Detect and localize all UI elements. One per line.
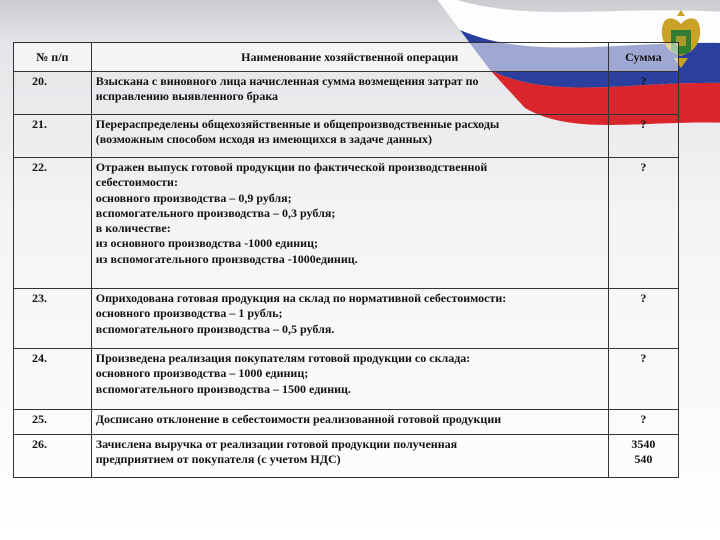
operation-description [91,115,608,158]
description-line: Оприходована готовая продукция на склад по нормативной себестоимости: [95,291,507,305]
table-row [14,72,679,115]
operation-sum [608,115,678,158]
sum-value: ? [640,74,647,88]
operation-sum [608,349,678,410]
operation-description [91,289,608,349]
description-line: Досписано отклонение в себестоимости реализованной готовой продукции [95,412,502,426]
description-line: вспомогательного производства – 0,5 рубля. [95,321,335,336]
description-line: основного производства – 1 рубль; [95,306,283,321]
description-line: вспомогательного производства – 0,3 рубля; [95,205,336,220]
operation-description [91,435,608,478]
row-number: 23. [14,289,92,349]
description-line: Отражен выпуск готовой продукции по фактической производственной [95,160,488,174]
sum-value: ? [640,412,647,426]
sum-value: ? [640,160,647,174]
operation-sum [608,289,678,349]
operation-sum [608,72,678,115]
table-row [14,435,679,478]
description-line: себестоимости: [95,175,178,190]
description-line: исправлению выявленного брака [95,89,279,104]
row-number: 25. [14,410,92,435]
operation-description [91,410,608,435]
operation-sum [608,435,678,478]
description-line: Перераспределены общехозяйственные и общепроизводственные расходы [95,117,500,131]
description-line: из основного производства -1000 единиц; [95,236,318,251]
description-line: предприятием от покупателя (с учетом НДС) [95,452,341,467]
description-line: вспомогательного производства – 1500 единиц. [95,381,351,396]
row-number: 20. [14,72,92,115]
description-line: основного производства – 1000 единиц; [95,366,309,381]
operation-description [91,72,608,115]
description-line: Взыскана с виновного лица начисленная сумма возмещения затрат по [95,74,479,88]
header-operation: Наименование хозяйственной операции [91,43,608,72]
table-row [14,158,679,289]
row-number: 26. [14,435,92,478]
header-sum: Сумма [608,43,678,72]
sum-value: 3540 [631,437,656,451]
description-line: из вспомогательного производства -1000единиц. [95,251,358,266]
row-number: 22. [14,158,92,289]
table-row [14,349,679,410]
row-number: 21. [14,115,92,158]
sum-value: 540 [634,452,653,467]
description-line: в количестве: [95,221,171,236]
operation-sum [608,158,678,289]
description-line: основного производства – 0,9 рубля; [95,190,292,205]
row-number: 24. [14,349,92,410]
operation-description [91,349,608,410]
header-number: № п/п [14,43,92,72]
description-line: Произведена реализация покупателям готовой продукции со склада: [95,351,471,365]
table-row [14,115,679,158]
table-header-row [14,43,679,72]
sum-value: ? [640,117,647,131]
operation-sum [608,410,678,435]
table-row [14,289,679,349]
operations-table [13,42,679,478]
description-line: Зачислена выручка от реализации готовой продукции полученная [95,437,458,451]
sum-value: ? [640,291,647,305]
description-line: (возможным способом исходя из имеющихся в задаче данных) [95,132,432,147]
operation-description [91,158,608,289]
table-row [14,410,679,435]
sum-value: ? [640,351,647,365]
